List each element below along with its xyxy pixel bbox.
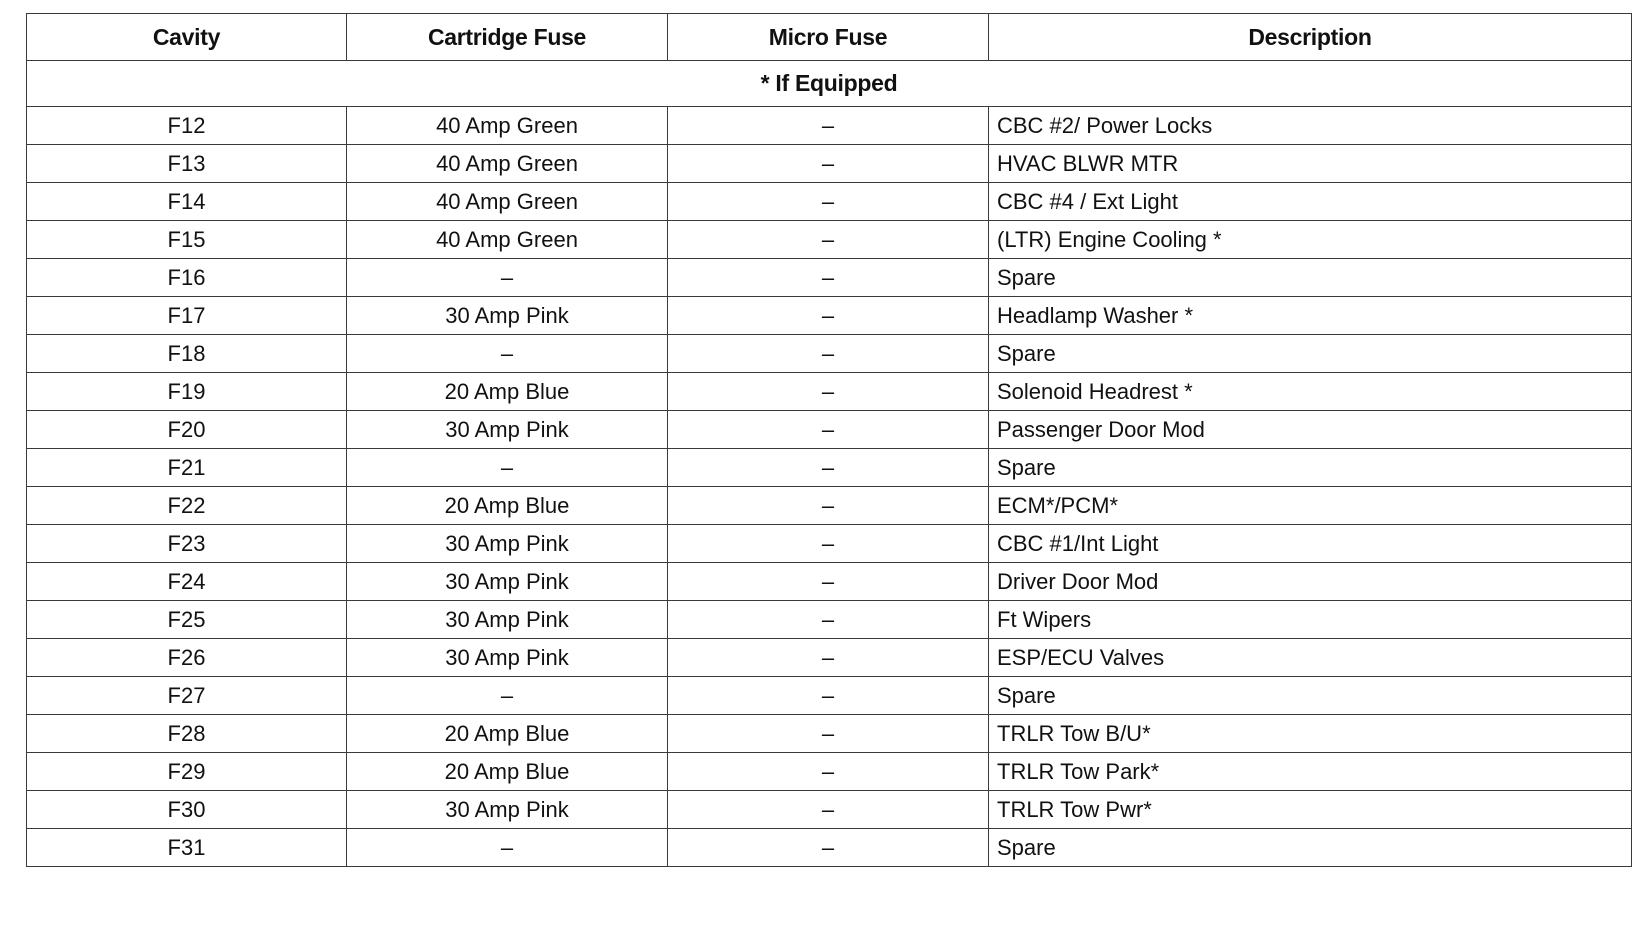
cell-description: CBC #4 / Ext Light bbox=[989, 183, 1632, 221]
header-micro-fuse: Micro Fuse bbox=[668, 14, 989, 61]
cell-micro-fuse: – bbox=[668, 791, 989, 829]
table-row bbox=[27, 525, 1632, 563]
cell-micro-fuse: – bbox=[668, 297, 989, 335]
cell-description: TRLR Tow Park* bbox=[989, 753, 1632, 791]
cell-cartridge-fuse: 30 Amp Pink bbox=[347, 563, 668, 601]
table-row bbox=[27, 107, 1632, 145]
cell-description: TRLR Tow Pwr* bbox=[989, 791, 1632, 829]
cell-cartridge-fuse: – bbox=[347, 677, 668, 715]
cell-description: Spare bbox=[989, 829, 1632, 867]
cell-cavity: F27 bbox=[27, 677, 347, 715]
cell-cartridge-fuse: – bbox=[347, 259, 668, 297]
cell-micro-fuse: – bbox=[668, 183, 989, 221]
cell-cartridge-fuse: 40 Amp Green bbox=[347, 183, 668, 221]
cell-description: (LTR) Engine Cooling * bbox=[989, 221, 1632, 259]
cell-cartridge-fuse: 20 Amp Blue bbox=[347, 373, 668, 411]
cell-cartridge-fuse: 40 Amp Green bbox=[347, 145, 668, 183]
cell-micro-fuse: – bbox=[668, 677, 989, 715]
if-equipped-note: * If Equipped bbox=[27, 61, 1632, 107]
table-row bbox=[27, 449, 1632, 487]
cell-micro-fuse: – bbox=[668, 563, 989, 601]
cell-description: Spare bbox=[989, 677, 1632, 715]
table-row bbox=[27, 487, 1632, 525]
cell-description: TRLR Tow B/U* bbox=[989, 715, 1632, 753]
table-row bbox=[27, 791, 1632, 829]
cell-cartridge-fuse: – bbox=[347, 829, 668, 867]
table-row bbox=[27, 259, 1632, 297]
cell-description: Solenoid Headrest * bbox=[989, 373, 1632, 411]
cell-cartridge-fuse: 30 Amp Pink bbox=[347, 411, 668, 449]
cell-cartridge-fuse: – bbox=[347, 449, 668, 487]
cell-cavity: F18 bbox=[27, 335, 347, 373]
header-row bbox=[27, 14, 1632, 61]
note-row bbox=[27, 61, 1632, 107]
cell-cavity: F14 bbox=[27, 183, 347, 221]
cell-cavity: F16 bbox=[27, 259, 347, 297]
cell-description: Passenger Door Mod bbox=[989, 411, 1632, 449]
cell-micro-fuse: – bbox=[668, 335, 989, 373]
cell-description: Spare bbox=[989, 335, 1632, 373]
table-row bbox=[27, 677, 1632, 715]
cell-cartridge-fuse: 30 Amp Pink bbox=[347, 639, 668, 677]
cell-micro-fuse: – bbox=[668, 411, 989, 449]
cell-description: Spare bbox=[989, 259, 1632, 297]
cell-micro-fuse: – bbox=[668, 715, 989, 753]
cell-micro-fuse: – bbox=[668, 373, 989, 411]
cell-cavity: F15 bbox=[27, 221, 347, 259]
cell-cavity: F20 bbox=[27, 411, 347, 449]
cell-cavity: F28 bbox=[27, 715, 347, 753]
table-row bbox=[27, 601, 1632, 639]
cell-micro-fuse: – bbox=[668, 753, 989, 791]
table-row bbox=[27, 373, 1632, 411]
cell-micro-fuse: – bbox=[668, 487, 989, 525]
cell-cavity: F13 bbox=[27, 145, 347, 183]
header-cavity: Cavity bbox=[27, 14, 347, 61]
cell-cartridge-fuse: 20 Amp Blue bbox=[347, 487, 668, 525]
cell-micro-fuse: – bbox=[668, 639, 989, 677]
header-description: Description bbox=[989, 14, 1632, 61]
table-row bbox=[27, 335, 1632, 373]
table-row bbox=[27, 715, 1632, 753]
fuse-table bbox=[26, 13, 1632, 867]
cell-micro-fuse: – bbox=[668, 259, 989, 297]
cell-cavity: F25 bbox=[27, 601, 347, 639]
table-row bbox=[27, 183, 1632, 221]
cell-cavity: F12 bbox=[27, 107, 347, 145]
table-row bbox=[27, 753, 1632, 791]
cell-cartridge-fuse: – bbox=[347, 335, 668, 373]
cell-cavity: F22 bbox=[27, 487, 347, 525]
cell-cavity: F17 bbox=[27, 297, 347, 335]
table-row bbox=[27, 145, 1632, 183]
cell-micro-fuse: – bbox=[668, 525, 989, 563]
cell-cartridge-fuse: 30 Amp Pink bbox=[347, 601, 668, 639]
cell-description: CBC #2/ Power Locks bbox=[989, 107, 1632, 145]
table-row bbox=[27, 639, 1632, 677]
cell-description: Spare bbox=[989, 449, 1632, 487]
cell-micro-fuse: – bbox=[668, 145, 989, 183]
cell-cartridge-fuse: 30 Amp Pink bbox=[347, 791, 668, 829]
cell-cartridge-fuse: 30 Amp Pink bbox=[347, 297, 668, 335]
cell-cartridge-fuse: 40 Amp Green bbox=[347, 221, 668, 259]
header-cartridge-fuse: Cartridge Fuse bbox=[347, 14, 668, 61]
cell-micro-fuse: – bbox=[668, 107, 989, 145]
cell-cavity: F26 bbox=[27, 639, 347, 677]
cell-description: Driver Door Mod bbox=[989, 563, 1632, 601]
cell-micro-fuse: – bbox=[668, 449, 989, 487]
cell-cavity: F30 bbox=[27, 791, 347, 829]
cell-micro-fuse: – bbox=[668, 221, 989, 259]
cell-cartridge-fuse: 20 Amp Blue bbox=[347, 753, 668, 791]
table-header bbox=[27, 14, 1632, 61]
table-row bbox=[27, 297, 1632, 335]
cell-cavity: F29 bbox=[27, 753, 347, 791]
cell-cavity: F21 bbox=[27, 449, 347, 487]
cell-cavity: F23 bbox=[27, 525, 347, 563]
table-body bbox=[27, 61, 1632, 867]
table-row bbox=[27, 829, 1632, 867]
cell-description: ECM*/PCM* bbox=[989, 487, 1632, 525]
cell-description: Ft Wipers bbox=[989, 601, 1632, 639]
cell-description: Headlamp Washer * bbox=[989, 297, 1632, 335]
cell-cartridge-fuse: 30 Amp Pink bbox=[347, 525, 668, 563]
cell-cavity: F31 bbox=[27, 829, 347, 867]
table-row bbox=[27, 563, 1632, 601]
cell-cavity: F24 bbox=[27, 563, 347, 601]
cell-description: CBC #1/Int Light bbox=[989, 525, 1632, 563]
table-row bbox=[27, 221, 1632, 259]
cell-description: ESP/ECU Valves bbox=[989, 639, 1632, 677]
cell-cartridge-fuse: 20 Amp Blue bbox=[347, 715, 668, 753]
table-row bbox=[27, 411, 1632, 449]
cell-cavity: F19 bbox=[27, 373, 347, 411]
cell-micro-fuse: – bbox=[668, 601, 989, 639]
cell-cartridge-fuse: 40 Amp Green bbox=[347, 107, 668, 145]
cell-description: HVAC BLWR MTR bbox=[989, 145, 1632, 183]
cell-micro-fuse: – bbox=[668, 829, 989, 867]
